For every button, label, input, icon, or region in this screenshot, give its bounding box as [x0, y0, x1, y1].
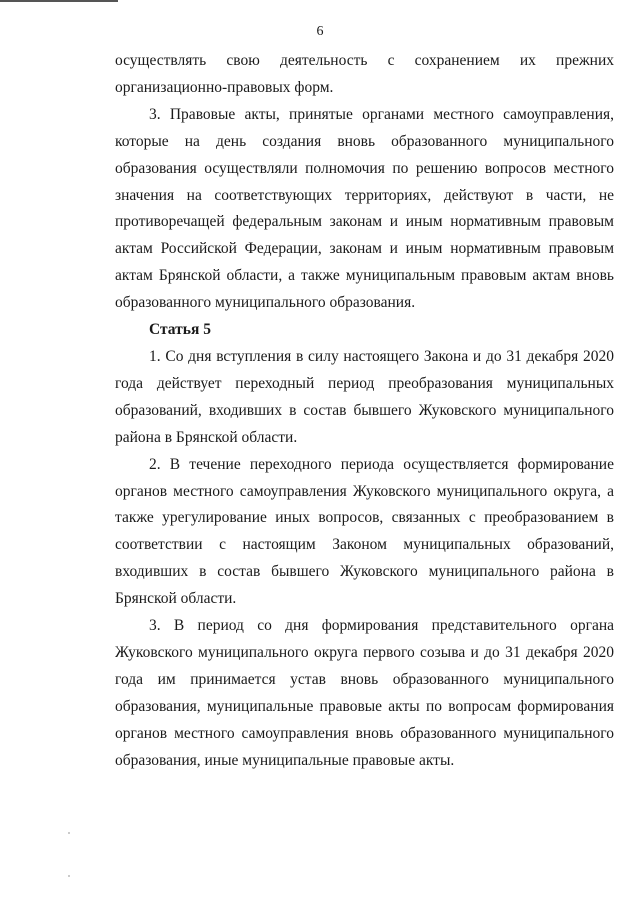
top-rule	[0, 0, 118, 2]
article-paragraph-3: 3. В период со дня формирования представительного органа Жуковского муниципального округа первого созыва и до 31 декабря 2020 года им принимается устав вновь образованного муниципального образования, муниципальные правовые акты по вопросам формирования органов местного самоуправления вновь образованного муниципального образования, иные муниципальные правовые акты.	[115, 617, 614, 769]
article-heading: Статья 5	[149, 321, 211, 339]
article-paragraph-2: 2. В течение переходного периода осуществляется формирование органов местного самоуправления Жуковского муниципального округа, а также урегулирование иных вопросов, связанных с преобразованием в соответствии с настоящим Законом муниципальных образований, входивших в состав бывшего Жуковского муниципального района в Брянской области.	[115, 455, 614, 608]
document-body	[115, 48, 614, 774]
scan-speck	[68, 832, 70, 834]
article-paragraph-1: 1. Со дня вступления в силу настоящего Закона и до 31 декабря 2020 года действует переходный период преобразования муниципальных образований, входивших в состав бывшего Жуковского муниципального района в Брянской области.	[115, 347, 614, 446]
scan-speck	[68, 875, 70, 877]
paragraph-continuation: осуществлять свою деятельность с сохранением их прежних организационно-правовых форм.	[115, 52, 614, 96]
paragraph-legal-acts: 3. Правовые акты, принятые органами местного самоуправления, которые на день создания вновь образованного муниципального образования осуществляли полномочия по решению вопросов местного значения на соответствующих территориях, действуют в части, не противоречащей федеральным законам и иным нормативным правовым актам Российской Федерации, законам и иным нормативным правовым актам Брянской области, а также муниципальным правовым актам вновь образованного муниципального образования.	[115, 105, 614, 312]
page-number: 6	[316, 24, 324, 39]
